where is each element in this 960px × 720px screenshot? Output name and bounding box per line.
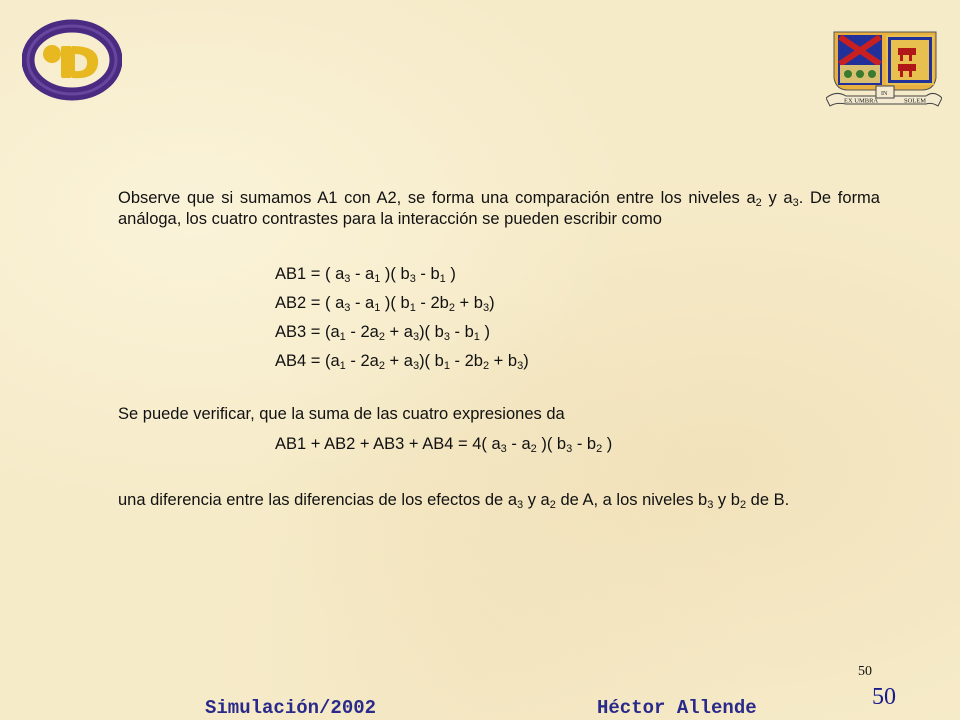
page-number-small: 50: [858, 664, 872, 679]
formula-ab4: $AB4 = (a_1 - 2a_2 + a_3)$( $b_1 - 2b_2 + b_3$): [275, 352, 529, 372]
footer-course: Simulación/2002: [205, 697, 377, 719]
svg-text:EX UMBRA: EX UMBRA: [844, 97, 879, 105]
conclusion-paragraph: una diferencia entre las diferencias de los efectos de $a_3$ y $a_2$ de A, a los niveles $b_3$ y $b_2$ de B.: [118, 491, 790, 511]
svg-text:IN: IN: [881, 91, 888, 97]
page-number-large: 50: [872, 684, 896, 710]
university-logo: [22, 16, 122, 104]
coat-of-arms-logo: [826, 30, 942, 110]
formula-ab1: AB1 = ( $a_3 - a_1$ )( $b_3 - b_1$ ): [275, 265, 456, 285]
intro-paragraph: Observe que si sumamos A1 con A2, se forma una comparación entre los niveles $a_2$ y $a_3$. De forma análoga, los cuatro contrastes para la interacción se pueden escribir como: [118, 189, 880, 228]
svg-text:SOLEM: SOLEM: [904, 97, 927, 105]
verification-paragraph: Se puede verificar, que la suma de las cuatro expresiones da: [118, 405, 565, 423]
footer-author: Héctor Allende: [597, 697, 757, 719]
formula-ab2: AB2 = ( $a_3 - a_1$ )( $b_1 - 2b_2 + b_3$): [275, 294, 495, 314]
formula-ab3: $AB3 = (a_1 - 2a_2 + a_3)$( $b_3 - b_1$ ): [275, 323, 490, 343]
formula-sum: AB1 + AB2 + AB3 + AB4 = 4( $a_3 - a_2$ )( $b_3 - b_2$ ): [275, 435, 613, 455]
